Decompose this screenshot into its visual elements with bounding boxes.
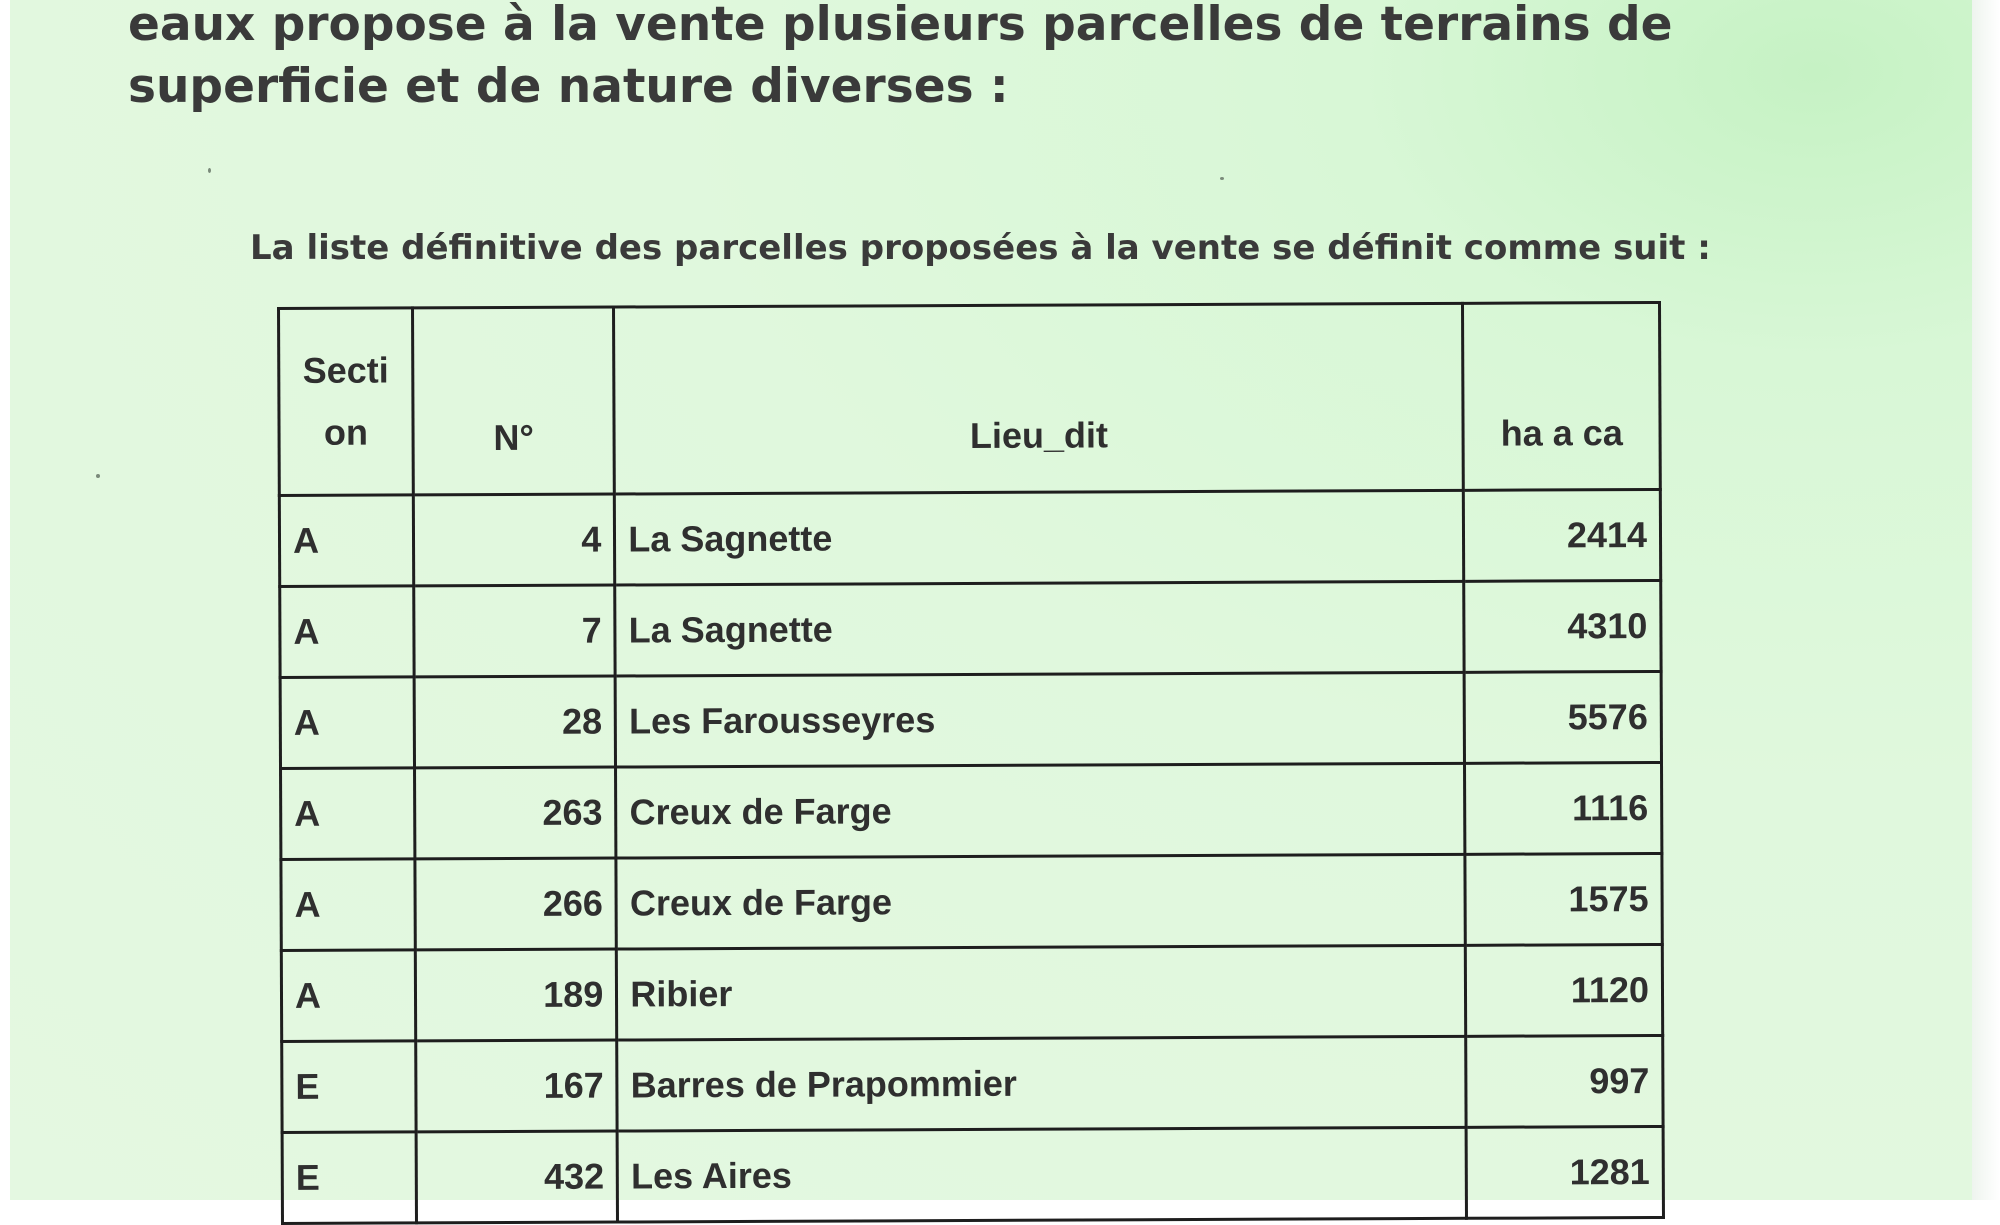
cell-lieu-dit: Les Farousseyres [615, 672, 1464, 767]
header-section [279, 308, 414, 496]
scan-speck [208, 168, 211, 173]
table-header-row [279, 302, 1661, 495]
cell-section: A [280, 586, 414, 678]
heading-line-1: eaux propose à la vente plusieurs parcelles de terrains de [128, 0, 1673, 52]
cell-area: 1116 [1465, 762, 1662, 854]
table-row [280, 671, 1661, 768]
heading-text [128, 0, 1728, 118]
table-row [280, 580, 1661, 677]
intro-text: La liste définitive des parcelles proposées à la vente se définit comme suit : [250, 228, 1711, 268]
cell-area: 1120 [1466, 944, 1663, 1036]
cell-section: E [282, 1132, 416, 1224]
cell-section: A [281, 859, 415, 951]
cell-number: 28 [414, 676, 616, 768]
table-row [282, 1126, 1663, 1223]
table-row [281, 762, 1662, 859]
parcels-table [277, 301, 1665, 1225]
table-row [279, 489, 1660, 586]
cell-area: 1575 [1465, 853, 1662, 945]
scan-speck [1220, 177, 1224, 180]
cell-area: 4310 [1464, 580, 1661, 672]
cell-number: 263 [414, 767, 616, 859]
header-lieu-dit: Lieu_dit [614, 303, 1464, 494]
cell-section: A [279, 495, 413, 587]
cell-section: E [282, 1041, 416, 1133]
header-section-line-2: on [323, 411, 369, 453]
page-edge [1972, 0, 2000, 1200]
cell-area: 5576 [1465, 671, 1662, 763]
cell-lieu-dit: Creux de Farge [616, 763, 1465, 858]
scan-speck [96, 474, 100, 478]
cell-lieu-dit: La Sagnette [615, 490, 1464, 585]
cell-number: 432 [416, 1131, 618, 1223]
cell-lieu-dit: Barres de Prapommier [617, 1036, 1466, 1131]
cell-number: 167 [416, 1040, 618, 1132]
header-section-line-1: Secti [302, 349, 389, 391]
cell-area: 1281 [1466, 1126, 1663, 1218]
cell-lieu-dit: Ribier [617, 945, 1466, 1040]
cell-number: 189 [415, 949, 617, 1041]
cell-lieu-dit: La Sagnette [615, 581, 1464, 676]
cell-number: 7 [414, 585, 616, 677]
cell-lieu-dit: Creux de Farge [616, 854, 1465, 949]
cell-section: A [281, 950, 415, 1042]
cell-number: 4 [413, 494, 615, 586]
header-area: ha a ca [1463, 302, 1660, 490]
heading-line-2: superficie et de nature diverses : [128, 59, 1009, 114]
table-row [282, 1035, 1663, 1132]
table-row [281, 853, 1662, 950]
header-number: N° [412, 307, 614, 495]
cell-lieu-dit: Les Aires [617, 1127, 1466, 1222]
cell-area: 997 [1466, 1035, 1663, 1127]
cell-section: A [281, 768, 415, 860]
cell-section: A [280, 677, 414, 769]
cell-number: 266 [415, 858, 617, 950]
table-row [281, 944, 1662, 1041]
cell-area: 2414 [1464, 489, 1661, 581]
